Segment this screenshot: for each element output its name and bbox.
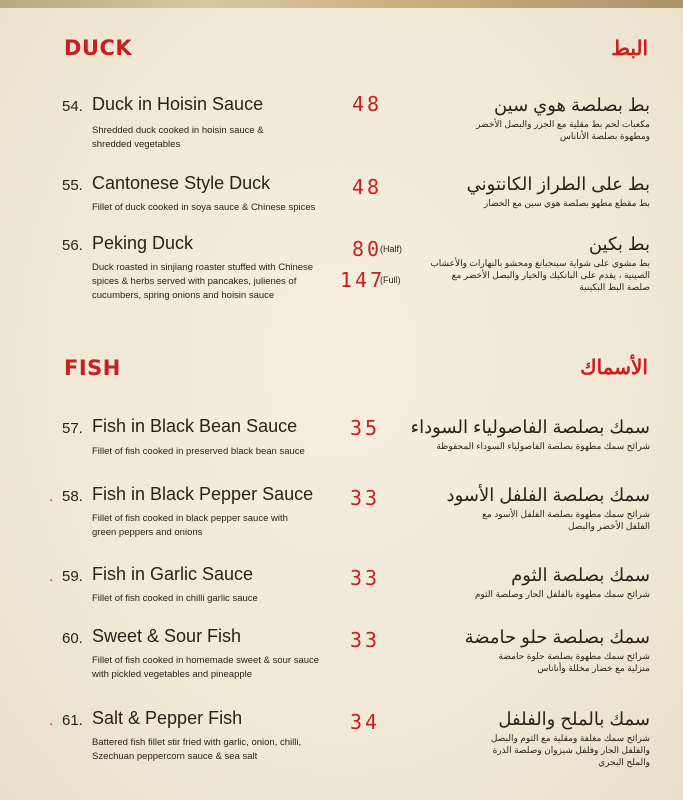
item-price-half: 80 bbox=[352, 237, 383, 261]
item-description-arabic: مكعبات لحم بط مقلية مع الجزر والبصل الأخضر ومطهوة بصلصة الأناناس bbox=[476, 119, 650, 141]
item-price: 33 bbox=[350, 486, 381, 510]
item-title: Salt & Pepper Fish bbox=[92, 708, 243, 728]
item-description: Fillet of duck cooked in soya sauce & Chinese spices bbox=[92, 202, 316, 213]
item-number: 54. bbox=[62, 98, 83, 115]
item-price: 33 bbox=[350, 566, 381, 590]
item-price-full: 147 bbox=[340, 268, 386, 292]
item-description-arabic: بط مشوي على شواية سينجيانغ ومحشو بالبهارات والأعشاب الصينية ، يقدم على البانكيك والخيار والبصل الأخضر مع صلصة البط البكينية bbox=[430, 258, 650, 292]
item-description-arabic: شرائح سمك مطهوة بصلصة الفلفل الأسود مع الفلفل الأخضر والبصل bbox=[482, 509, 650, 531]
tick-mark-icon: ˛ bbox=[50, 490, 54, 502]
item-number: 58. bbox=[62, 488, 83, 505]
item-description: Duck roasted in sinjiang roaster stuffed with Chinese spices & herbs served with pancakes, julienes of cucumbers, spring onions and hoisin sauce bbox=[92, 262, 314, 301]
item-description: Fillet of fish cooked in chilli garlic sauce bbox=[92, 593, 258, 604]
item-price: 33 bbox=[350, 628, 381, 652]
item-price: 48 bbox=[352, 175, 383, 199]
item-number: 56. bbox=[62, 237, 83, 254]
item-title: Cantonese Style Duck bbox=[92, 173, 271, 193]
item-title-arabic: سمك بصلصة الفاصولياء السوداء bbox=[410, 417, 650, 437]
section-title-fish: FISH bbox=[64, 356, 121, 380]
item-price-full-label: (Full) bbox=[380, 275, 401, 285]
top-border-strip bbox=[0, 0, 683, 8]
item-title: Fish in Garlic Sauce bbox=[92, 564, 254, 584]
item-description-arabic: شرائح سمك مغلفة ومقلية مع الثوم والبصل والفلفل الحار وفلفل شيزوان وصلصة الذرة والملح البحري bbox=[490, 733, 650, 767]
item-number: 55. bbox=[62, 177, 83, 194]
item-price: 35 bbox=[350, 416, 381, 440]
section-title-fish-arabic: الأسماك bbox=[580, 357, 648, 379]
item-title-arabic: بط على الطراز الكانتوني bbox=[466, 174, 650, 194]
item-title: Fish in Black Bean Sauce bbox=[92, 416, 298, 436]
item-description: Fillet of fish cooked in homemade sweet & sour sauce with pickled vegetables and pineapple bbox=[92, 655, 320, 680]
section-title-duck-arabic: البط bbox=[611, 38, 648, 60]
item-number: 59. bbox=[62, 568, 83, 585]
item-description: Fillet of fish cooked in black pepper sauce with green peppers and onions bbox=[92, 513, 288, 538]
section-title-duck: DUCK bbox=[64, 36, 133, 60]
item-title-arabic: بط بكين bbox=[588, 234, 650, 254]
item-title: Fish in Black Pepper Sauce bbox=[92, 484, 314, 504]
item-title-arabic: بط بصلصة هوي سين bbox=[493, 95, 650, 115]
item-number: 61. bbox=[62, 712, 83, 729]
item-price-half-label: (Half) bbox=[380, 244, 402, 254]
item-title: Duck in Hoisin Sauce bbox=[92, 94, 264, 114]
item-description-arabic: شرائح سمك مطهوة بالفلفل الحار وصلصة الثوم bbox=[474, 589, 650, 599]
item-description-arabic: بط مقطع مطهو بصلصة هوي سين مع الخضار bbox=[483, 198, 650, 208]
item-description-arabic: شرائح سمك مطهوة بصلصة الفاصولياء السوداء المحفوظة bbox=[436, 441, 650, 451]
tick-mark-icon: ˛ bbox=[50, 714, 54, 726]
item-description-arabic: شرائح سمك مطهوة بصلصة حلوة حامضة منزلية مع خضار مخللة وأناناس bbox=[498, 651, 650, 673]
item-price: 34 bbox=[350, 710, 381, 734]
item-title: Sweet & Sour Fish bbox=[92, 626, 242, 646]
item-title-arabic: سمك بصلصة حلو حامضة bbox=[464, 627, 650, 647]
item-title-arabic: سمك بالملح والفلفل bbox=[498, 709, 650, 729]
item-title-arabic: سمك بصلصة الثوم bbox=[511, 565, 650, 585]
item-number: 57. bbox=[62, 420, 83, 437]
item-title: Peking Duck bbox=[92, 233, 194, 253]
item-description: Battered fish fillet stir fried with garlic, onion, chilli, Szechuan peppercorn sauce & sea salt bbox=[92, 737, 302, 762]
item-price: 48 bbox=[352, 92, 383, 116]
tick-mark-icon: ˛ bbox=[50, 570, 54, 582]
item-description: Fillet of fish cooked in preserved black bean sauce bbox=[92, 446, 305, 457]
item-description: Shredded duck cooked in hoisin sauce & shredded vegetables bbox=[92, 125, 264, 150]
item-number: 60. bbox=[62, 630, 83, 647]
item-title-arabic: سمك بصلصة الفلفل الأسود bbox=[446, 485, 650, 505]
